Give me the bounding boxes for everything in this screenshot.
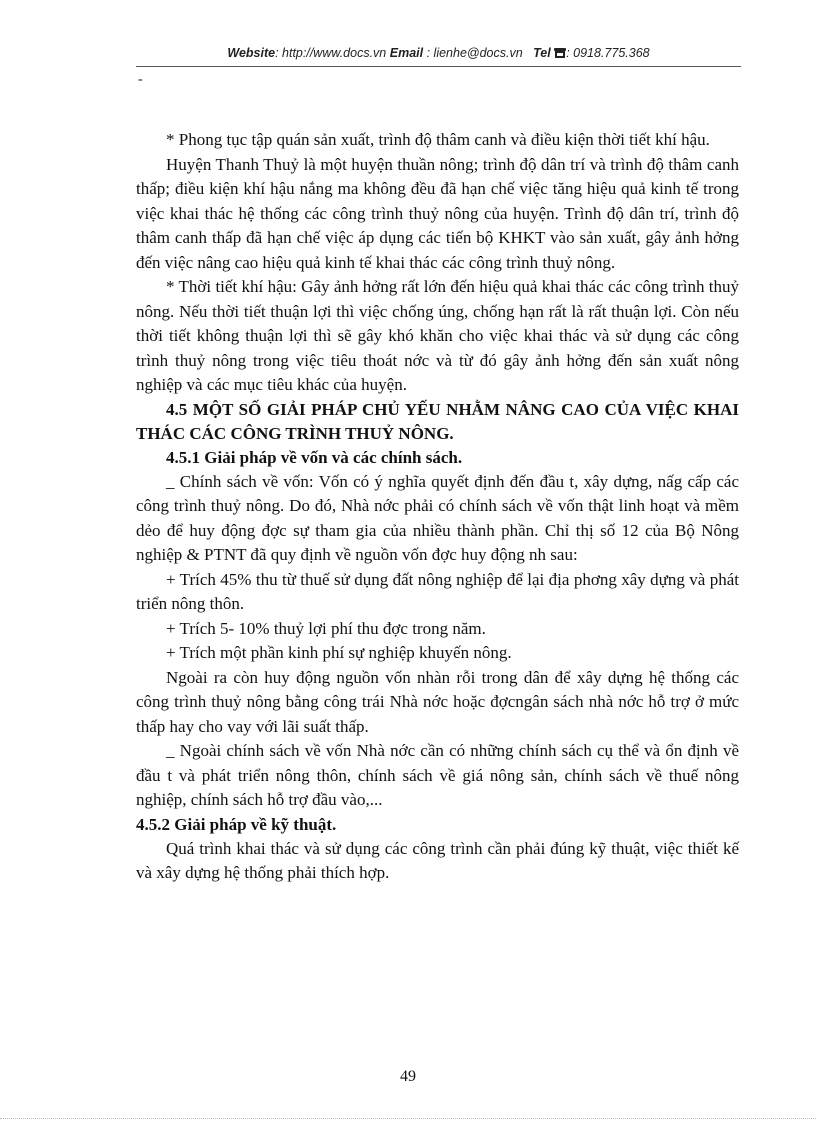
paragraph: + Trích 45% thu từ thuế sử dụng đất nông nghiệp để lại địa phơng xây dựng và phát triển nông thôn.: [136, 569, 739, 613]
page-header: [136, 46, 741, 61]
email-value: : lienhe@docs.vn: [426, 46, 523, 60]
section-heading-4-5: [136, 398, 739, 446]
subsection-heading-4-5-2: 4.5.2 Giải pháp về kỹ thuật.: [136, 814, 337, 834]
tel-value: : 0918.775.368: [566, 46, 650, 60]
paragraph: + Trích một phần kinh phí sự nghiệp khuyến nông.: [166, 643, 512, 662]
paragraph: + Trích 5- 10% thuỷ lợi phí thu đợc trong năm.: [166, 618, 486, 638]
paragraph: _ Ngoài chính sách về vốn Nhà nớc cần có những chính sách cụ thể và ổn định về đầu t và phát triển nông thôn, chính sách về giá nông sản, chính sách về thuế nông nghiệp, chính sách hỗ trợ đầu vào,...: [136, 741, 739, 809]
paragraph: * Thời tiết khí hậu: Gây ảnh hởng rất lớn đến hiệu quả khai thác các công trình thuỷ nông. Nếu thời tiết thuận lợi thì việc chống úng, chống hạn rất là rất thuận lợi. Còn nếu thời tiết không thuận lợi thì sẽ gây khó khăn cho việc khai thác và sử dụng các công trình thuỷ nông trong việc tiêu thoát nớc và từ đó gây ảnh hởng đến sản xuất nông nghiệp và các mục tiêu khác của huyện.: [136, 277, 739, 394]
header-rule: [136, 66, 741, 67]
phone-icon: [554, 47, 566, 61]
website-label: Website: [227, 46, 276, 60]
email-label: Email: [389, 46, 424, 60]
page-number: 49: [400, 1068, 416, 1085]
footer-rule: [0, 1118, 816, 1119]
subsection-heading-4-5-1: 4.5.1 Giải pháp về vốn và các chính sách.: [166, 447, 463, 467]
top-mark: -: [138, 72, 143, 87]
document-body: [136, 128, 739, 886]
section-heading-text: 4.5 MỘT SỐ GIẢI PHÁP CHỦ YẾU NHẰM NÂNG CAO CỦA VIỆC KHAI THÁC CÁC CÔNG TRÌNH THUỶ NÔNG.: [136, 399, 739, 443]
paragraph: Quá trình khai thác và sử dụng các công trình cần phải đúng kỹ thuật, việc thiết kế và xây dựng hệ thống phải thích hợp.: [136, 838, 739, 882]
tel-label: Tel: [533, 46, 551, 60]
paragraph: _ Chính sách về vốn: Vốn có ý nghĩa quyết định đến đầu t, xây dựng, nấg cấp các công trình thuỷ nông. Do đó, Nhà nớc phải có chính sách về vốn thật linh hoạt và mềm dẻo để huy động đợc sự tham gia của nhiều thành phần. Chỉ thị số 12 của Bộ Nông nghiệp & PTNT đã quy định về nguồn vốn đợc huy động nh sau:: [136, 471, 739, 564]
paragraph: Huyện Thanh Thuỷ là một huyện thuần nông; trình độ dân trí và trình độ thâm canh thấp; điều kiện khí hậu nắng ma không đều đã hạn chế việc tăng hiệu quả kinh tế trong việc khai thác hệ thống các công trình thuỷ nông của huyện. Trình độ dân trí, trình độ thâm canh thấp đã hạn chế việc áp dụng các tiến bộ KHKT vào sản xuất, gây ảnh hởng đến việc nâng cao hiệu quả kinh tế khai thác các công trình thuỷ nông.: [136, 154, 739, 272]
paragraph: Ngoài ra còn huy động nguồn vốn nhàn rỗi trong dân để xây dựng hệ thống các công trình thuỷ nông bằng công trái Nhà nớc hoặc đợcngân sách nhà nớc hỗ trợ ở mức thấp hay cho vay với lãi suất thấp.: [136, 667, 739, 736]
website-value: : http://www.docs.vn: [275, 46, 387, 60]
paragraph: * Phong tục tập quán sản xuất, trình độ thâm canh và điều kiện thời tiết khí hậu.: [166, 130, 710, 149]
